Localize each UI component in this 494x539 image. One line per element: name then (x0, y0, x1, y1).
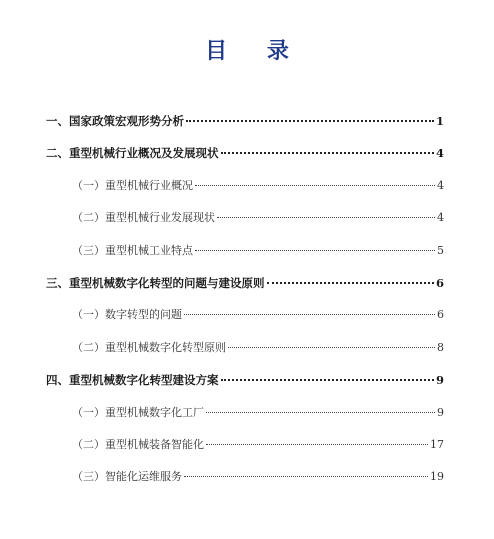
toc-page-number: 19 (430, 470, 444, 484)
toc-entry-label: 二、重型机械行业概况及发展现状 (46, 146, 219, 161)
toc-entry-label: （二）重型机械数字化转型原则 (72, 340, 226, 354)
toc-entry[interactable] (46, 470, 444, 502)
toc-entry[interactable] (46, 276, 444, 308)
toc-page-number: 4 (437, 178, 444, 192)
toc-entry-label: （二）重型机械行业发展现状 (72, 211, 215, 225)
toc-leader-dots (221, 379, 434, 381)
toc-entry-label: （三）智能化运维服务 (72, 470, 182, 484)
toc-entry-label: （三）重型机械工业特点 (72, 243, 193, 257)
toc-entry[interactable] (46, 114, 444, 146)
toc-entry-label: （二）重型机械装备智能化 (72, 437, 204, 451)
toc-leader-dots (221, 152, 434, 154)
toc-page-number: 9 (435, 373, 444, 388)
toc-entry-label: 三、重型机械数字化转型的问题与建设原则 (46, 275, 265, 290)
toc-entry[interactable] (46, 373, 444, 405)
toc-leader-dots (267, 282, 434, 284)
toc-entry[interactable] (46, 406, 444, 438)
toc-leader-dots (228, 347, 435, 348)
toc-leader-dots (206, 412, 435, 413)
toc-page-number: 4 (435, 146, 444, 161)
toc-entry[interactable] (46, 146, 444, 178)
toc-entry[interactable] (46, 211, 444, 243)
toc-leader-dots (184, 314, 435, 315)
toc-leader-dots (195, 185, 435, 186)
toc-page-number: 6 (437, 308, 444, 322)
toc-leader-dots (195, 250, 435, 251)
toc-entry[interactable] (46, 438, 444, 470)
toc-page-number: 8 (437, 340, 444, 354)
toc-entry[interactable] (46, 308, 444, 340)
toc-entry-label: （一）重型机械行业概况 (72, 178, 193, 192)
toc-entry-label: 四、重型机械数字化转型建设方案 (46, 373, 219, 388)
toc-entry[interactable] (46, 244, 444, 276)
table-of-contents (46, 114, 444, 503)
toc-page-number: 6 (435, 275, 444, 290)
toc-entry-label: （一）数字转型的问题 (72, 308, 182, 322)
page-title: 目 录 (205, 38, 305, 64)
toc-leader-dots (186, 120, 434, 122)
toc-page-number: 5 (437, 243, 444, 257)
toc-page-number: 17 (430, 437, 444, 451)
toc-page-number: 1 (435, 114, 444, 128)
toc-page-number: 9 (437, 405, 444, 419)
toc-entry-label: （一）重型机械数字化工厂 (72, 405, 204, 419)
toc-leader-dots (184, 476, 428, 477)
toc-leader-dots (217, 217, 435, 218)
toc-entry[interactable] (46, 179, 444, 211)
toc-leader-dots (206, 444, 428, 445)
toc-entry-label: 一、国家政策宏观形势分析 (46, 114, 184, 128)
toc-entry[interactable] (46, 341, 444, 373)
toc-page-number: 4 (437, 211, 444, 225)
